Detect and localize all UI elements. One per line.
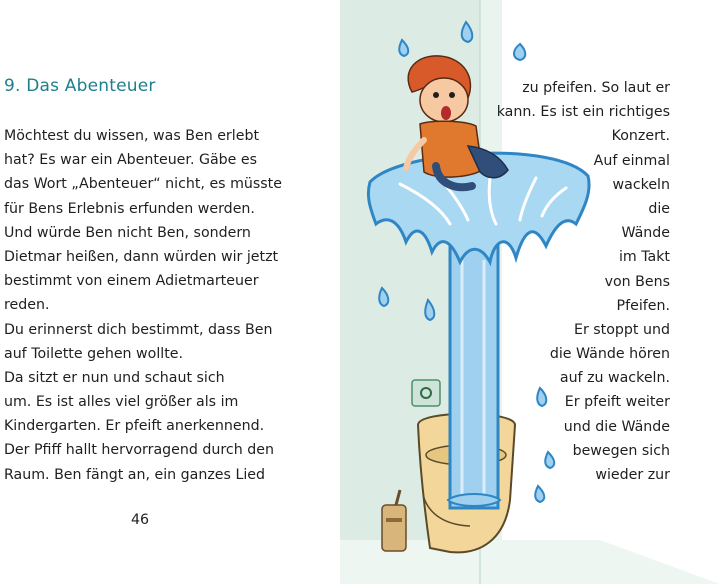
- text-line: wieder zur: [595, 467, 670, 483]
- text-line: Da sitzt er nun und schaut sich: [4, 369, 225, 386]
- text-line: für Bens Erlebnis erfunden werden.: [4, 200, 255, 217]
- text-line: Raum. Ben fängt an, ein ganzes Lied: [4, 466, 266, 483]
- text-line: die: [648, 200, 670, 217]
- text-line: Pfeifen.: [616, 297, 670, 314]
- text-line: bestimmt von einem Adietmarteuer: [4, 273, 259, 290]
- text-line: Er pfeift weiter: [564, 394, 670, 411]
- toilet-brush-holder: [382, 505, 406, 551]
- text-line: Der Pfiff hallt hervorragend durch den: [4, 442, 274, 459]
- text-line: Konzert.: [611, 128, 670, 145]
- left-text-block: [4, 124, 282, 487]
- text-line: im Takt: [618, 249, 670, 266]
- right-page: [340, 0, 720, 584]
- text-line: wackeln: [612, 176, 670, 193]
- page-number: 46: [131, 512, 150, 528]
- right-text-block: [497, 76, 670, 487]
- text-line: auf zu wackeln.: [559, 370, 670, 387]
- water-column: [450, 246, 498, 508]
- flush-button: [412, 380, 440, 406]
- text-line: und die Wände: [563, 418, 670, 435]
- text-line: das Wort „Abenteuer“ nicht, es müsste: [4, 176, 282, 193]
- text-line: bewegen sich: [572, 442, 670, 459]
- text-line: reden.: [4, 297, 50, 314]
- text-line: von Bens: [604, 273, 670, 290]
- text-line: Du erinnerst dich bestimmt, dass Ben: [4, 321, 273, 338]
- text-line: Er stoppt und: [573, 321, 670, 338]
- text-line: Auf einmal: [593, 152, 670, 169]
- left-page: [0, 0, 340, 584]
- text-line: Möchtest du wissen, was Ben erlebt: [4, 128, 260, 144]
- text-line: Kindergarten. Er pfeift anerkennend.: [4, 418, 265, 435]
- text-line: auf Toilette gehen wollte.: [4, 345, 184, 362]
- text-line: die Wände hören: [549, 346, 670, 363]
- text-line: Und würde Ben nicht Ben, sondern: [4, 224, 251, 241]
- text-line: um. Es ist alles viel größer als im: [4, 394, 239, 411]
- text-line: hat? Es war ein Abenteuer. Gäbe es: [4, 152, 258, 169]
- chapter-title: 9. Das Abenteuer: [4, 76, 156, 96]
- text-line: Dietmar heißen, dann würden wir jetzt: [4, 248, 279, 265]
- text-line: kann. Es ist ein richtiges: [496, 104, 670, 121]
- text-line: zu pfeifen. So laut er: [522, 80, 670, 96]
- text-line: Wände: [621, 225, 670, 242]
